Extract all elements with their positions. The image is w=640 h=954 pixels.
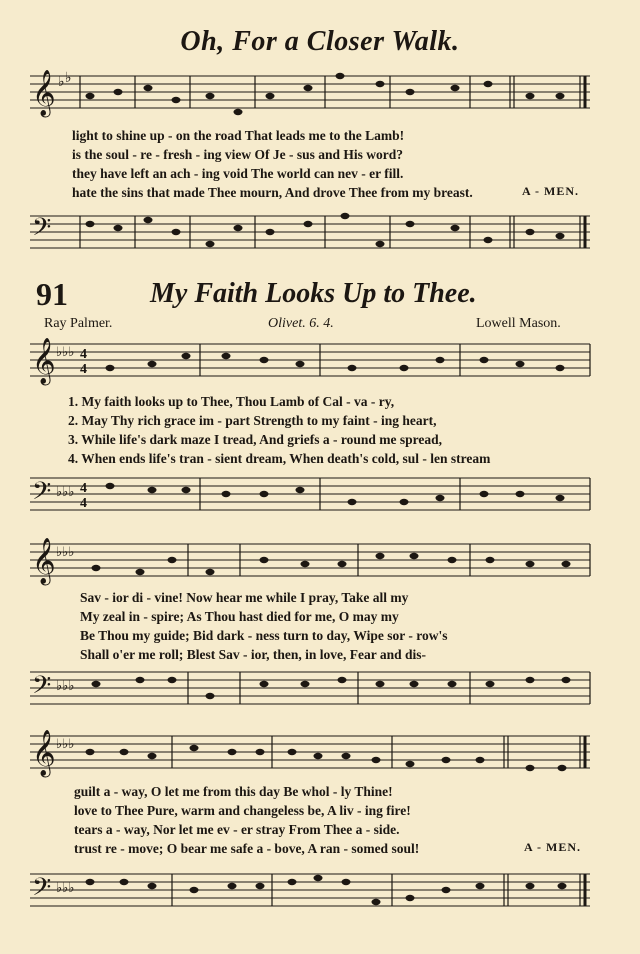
svg-text:♭: ♭ [65, 71, 72, 86]
system-1-verse-3: 3. While life's dark maze I tread, And griefs a - round me spread, [68, 432, 443, 447]
lyricist: Ray Palmer. [44, 316, 113, 331]
svg-text:𝄢: 𝄢 [32, 214, 52, 247]
system-3-verse-1: guilt a - way, O let me from this day Be whol - ly Thine! [74, 784, 393, 799]
svg-text:𝄢: 𝄢 [32, 874, 52, 907]
system-2-verse-3: Be Thou my guide; Bid dark - ness turn to day, Wipe sor - row's [80, 628, 448, 643]
system-1-verse-1: 1. My faith looks up to Thee, Thou Lamb of Cal - va - ry, [68, 394, 395, 409]
top-lyric-line-3: they have left an ach - ing void The world can nev - er fill. [72, 166, 404, 181]
top-amen: A - MEN. [522, 184, 579, 198]
system-3-verse-4: trust re - move; O bear me safe a - bove, A ran - somed soul! [74, 841, 420, 856]
svg-text:4: 4 [80, 347, 87, 362]
system-3-verse-2: love to Thee Pure, warm and changeless be, A liv - ing fire! [74, 803, 411, 818]
system-1-verse-4: 4. When ends life's tran - sient dream, When death's cold, sul - len stream [68, 451, 491, 466]
svg-text:♭♭♭: ♭♭♭ [56, 484, 75, 499]
svg-text:♭♭♭: ♭♭♭ [56, 880, 75, 895]
svg-text:4: 4 [80, 496, 87, 511]
svg-text:♭♭♭: ♭♭♭ [56, 678, 75, 693]
hymn-title: My Faith Looks Up to Thee. [150, 278, 477, 309]
svg-text:♭♭♭: ♭♭♭ [56, 344, 75, 359]
svg-text:𝄞: 𝄞 [32, 730, 56, 775]
svg-text:4: 4 [80, 362, 87, 377]
hymn-amen: A - MEN. [524, 840, 581, 854]
system-2-verse-1: Sav - ior di - vine! Now hear me while I pray, Take all my [80, 590, 409, 605]
tune-name: Olivet. 6. 4. [268, 316, 334, 331]
top-lyric-line-2: is the soul - re - fresh - ing view Of Je - sus and His word? [72, 147, 404, 162]
svg-text:♭♭♭: ♭♭♭ [56, 736, 75, 751]
svg-text:4: 4 [80, 481, 87, 496]
svg-text:♭: ♭ [58, 75, 65, 90]
svg-text:𝄞: 𝄞 [32, 70, 56, 116]
system-1-verse-2: 2. May Thy rich grace im - part Strength to my faint - ing heart, [68, 413, 437, 428]
svg-text:𝄞: 𝄞 [32, 538, 56, 583]
composer: Lowell Mason. [476, 316, 561, 331]
top-hymn-title: Oh, For a Closer Walk. [180, 26, 460, 57]
system-3-verse-3: tears a - way, Nor let me ev - er stray From Thee a - side. [74, 822, 400, 837]
svg-text:♭♭♭: ♭♭♭ [56, 544, 75, 559]
top-lyric-line-1: light to shine up - on the road That leads me to the Lamb! [72, 128, 405, 143]
system-2-verse-2: My zeal in - spire; As Thou hast died for me, O may my [80, 609, 399, 624]
system-2-verse-4: Shall o'er me roll; Blest Sav - ior, then, in love, Fear and dis- [80, 647, 427, 662]
svg-text:𝄞: 𝄞 [32, 338, 56, 383]
svg-text:𝄢: 𝄢 [32, 672, 52, 705]
svg-text:𝄢: 𝄢 [32, 478, 52, 511]
top-lyric-line-4: hate the sins that made Thee mourn, And drove Thee from my breast. [72, 185, 473, 200]
hymn-number: 91 [36, 276, 68, 312]
